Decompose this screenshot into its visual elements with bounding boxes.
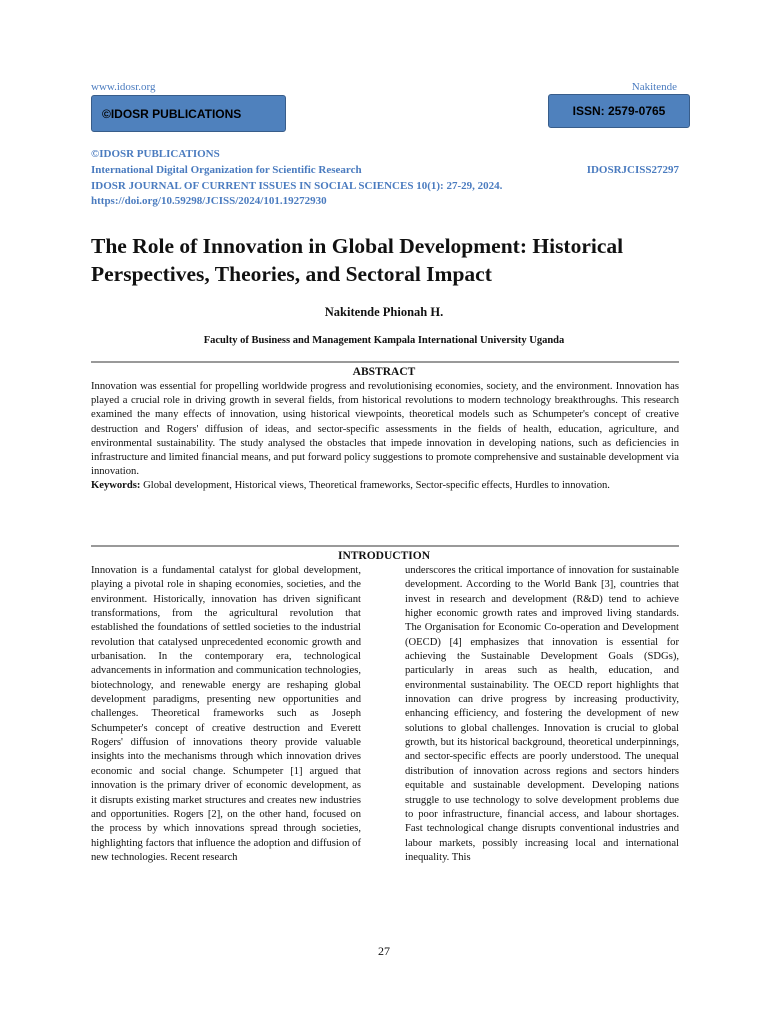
abstract-heading: ABSTRACT [352,366,416,378]
website-link[interactable]: www.idosr.org [91,81,156,93]
intro-top-rule [91,545,679,547]
issn-box [548,94,690,128]
abstract-text: Innovation was essential for propelling worldwide progress and revolutionising economies, society, and the environment. Innovation has played a crucial role in driving growth in several fields, from historical revolutions to modern technology breakthroughs. This research examined the many effects of innovation, using historical viewpoints, theoretical models such as Schumpeter's concept of creative destruction and Rogers' diffusion of ideas, and sector-specific assessments in the fields of health, education, agriculture, and environmental sustainability. The study analysed the obstacles that impede innovation in developing nations, such as deficiencies in infrastructure and limited financial means, and put forward policy suggestions to promote comprehensive and sustainable development via innovation. [91,381,679,478]
meta-journal: IDOSR JOURNAL OF CURRENT ISSUES IN SOCIAL SCIENCES 10(1): 27-29, 2024. [91,180,503,192]
publisher-box [91,95,286,132]
article-author: Nakitende Phionah H. [324,305,444,319]
page-number: 27 [378,944,390,958]
intro-right-column: underscores the critical importance of innovation for sustainable development. According to the World Bank [3], countries that invest in research and development (R&D) tend to achieve higher economic growth rates and improved living standards. The Organisation for Economic Co-operation and Development (OECD) [4] emphasizes that innovation is essential for achieving the Sustainable Development Goals (SDGs), particularly in areas such as health, education, and environmental sustainability. The OECD report highlights that innovation can drive progress by increasing productivity, enhancing efficiency, and fostering the development of new solutions to global challenges. Innovation is crucial to global growth, but its historical background, theoretical underpinnings, and sector-specific effects are poorly understood. The unequal distribution of innovation across regions and sectors hinders equitable and sustainable development. Developing nations struggle to use technology to solve development problems due to poor infrastructure, financial access, and labour shortages. Fast technological change disrupts conventional industries and labour markets, possibly increasing local and international inequality. This [405,565,679,863]
abstract-top-rule [91,361,679,363]
meta-organization-row [91,163,679,178]
abstract-body [91,380,679,494]
introduction-heading: INTRODUCTION [337,550,430,562]
article-affiliation: Faculty of Business and Management Kampala International University Uganda [203,335,565,346]
issn-box-label: ISSN: 2579-0765 [572,104,666,118]
keywords-text: Global development, Historical views, Theoretical frameworks, Sector-specific effects, Hurdles to innovation. [143,480,610,492]
meta-organization: International Digital Organization for Scientific Research [91,164,362,176]
keywords-label: Keywords: [91,480,141,492]
intro-left-column: Innovation is a fundamental catalyst for global development, playing a pivotal role in shaping economies, societies, and the environment. Historically, innovation has driven significant transformations, from the agricultural revolution that established the foundations of settled societies to the industrial revolution that catalysed unprecedented economic growth and urbanisation. In the contemporary era, technological advancements in information and communication technologies, biotechnology, and renewable energy are reshaping global development paradigms, presenting new opportunities and challenges. Theoretical frameworks such as Joseph Schumpeter's concept of creative destruction and Everett Rogers' diffusion of innovations theory provide valuable insights into the mechanisms through which innovation drives economic and social change. Schumpeter [1] argued that innovation is the primary driver of economic development, as it disrupts existing market structures and creates new industries and opportunities. Rogers [2], on the other hand, focused on the process by which innovations spread through societies, highlighting factors that influence the adoption and diffusion of new technologies. Recent research [91,565,361,863]
running-author: Nakitende [631,81,677,93]
meta-publisher: ©IDOSR PUBLICATIONS [91,148,220,160]
publisher-box-label: ©IDOSR PUBLICATIONS [102,106,242,121]
meta-doi-link[interactable]: https://doi.org/10.59298/JCISS/2024/101.19272930 [91,195,327,207]
keywords [91,479,679,493]
meta-article-id: IDOSRJCISS27297 [586,164,679,176]
article-title: The Role of Innovation in Global Development: Historical Perspectives, Theories, and Sectoral Impact [91,234,624,286]
